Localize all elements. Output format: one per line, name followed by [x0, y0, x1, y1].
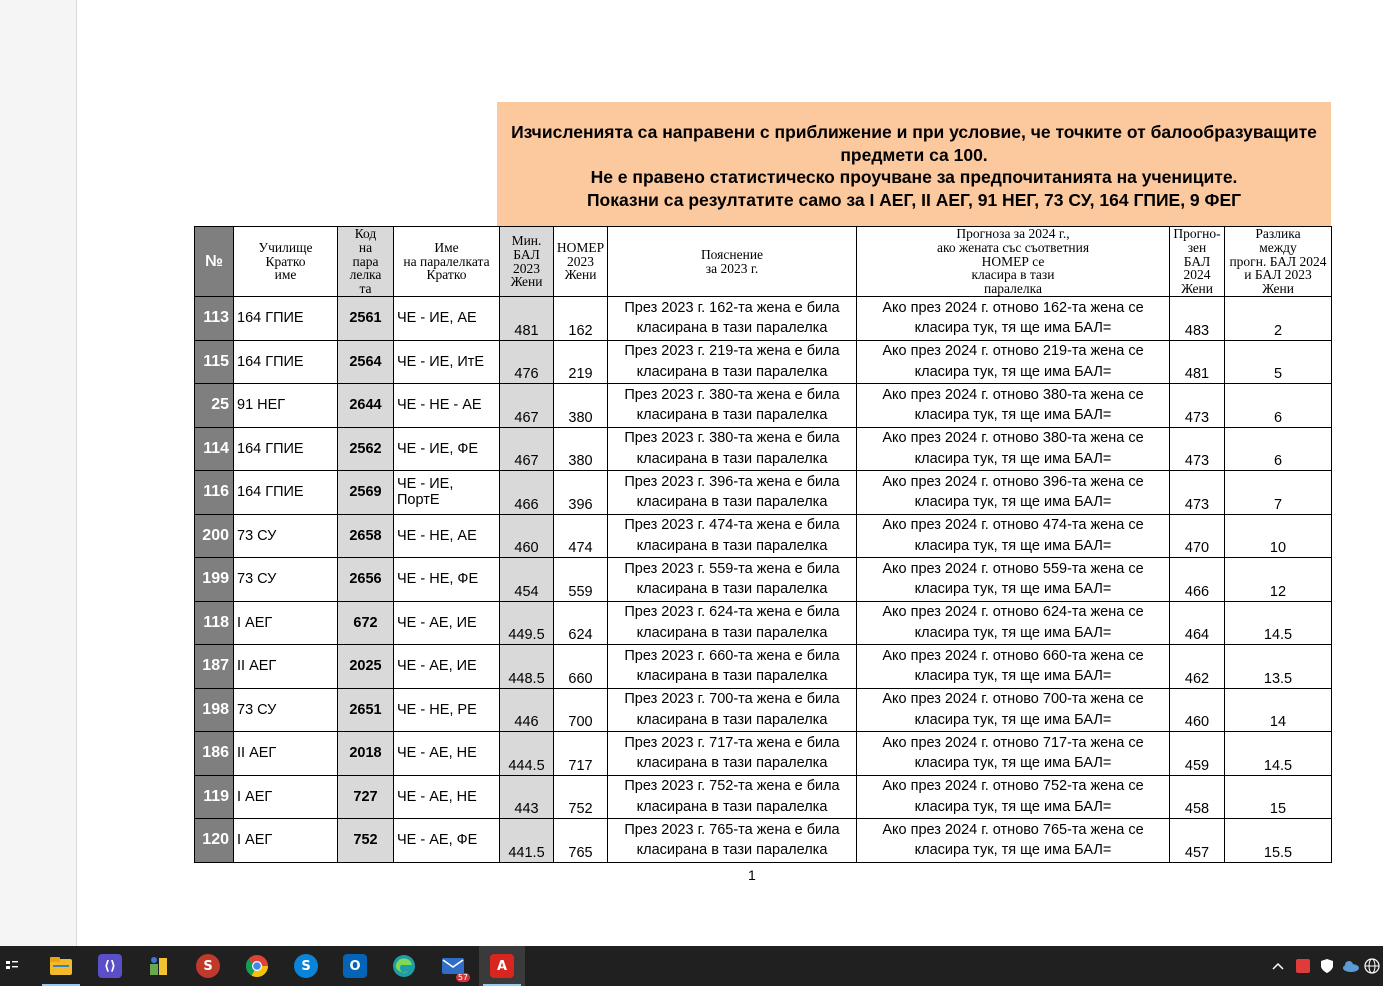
table-row — [195, 819, 1332, 863]
rank-number: 660 — [554, 645, 608, 689]
s-badge-app-icon[interactable]: S — [185, 946, 231, 986]
forecast-line: Ако през 2024 г. отново 380-та жена се — [882, 386, 1144, 403]
predicted-score: 458 — [1170, 775, 1225, 819]
score-difference: 6 — [1225, 384, 1332, 428]
forecast — [857, 427, 1170, 471]
header-line: зен — [1187, 239, 1207, 255]
forecast-line: класира тук, тя ще има БАЛ= — [914, 798, 1112, 815]
forecast-line: класира тук, тя ще има БАЛ= — [914, 537, 1112, 554]
forecast — [857, 558, 1170, 602]
header-line: Мин. — [511, 232, 542, 248]
forecast-line: Ако през 2024 г. отново 660-та жена се — [882, 647, 1144, 664]
header-line: НОМЕР — [556, 239, 605, 255]
class-name: ЧЕ - НЕ, АЕ — [394, 514, 500, 558]
header-line: за 2023 г. — [705, 260, 759, 276]
class-code: 2561 — [338, 297, 394, 341]
school-name: I АЕГ — [234, 819, 338, 863]
rankings-table — [194, 226, 1332, 863]
class-name: ЧЕ - АЕ, НЕ — [394, 732, 500, 776]
class-name: ЧЕ - ИЕ, АЕ — [394, 297, 500, 341]
explanation — [608, 384, 857, 428]
header-line: име — [274, 267, 297, 283]
globe-icon[interactable] — [1362, 946, 1382, 986]
forecast-line: класира тук, тя ще има БАЛ= — [914, 320, 1112, 337]
chrome-icon[interactable] — [234, 946, 280, 986]
class-code: 2025 — [338, 645, 394, 689]
class-code: 2651 — [338, 688, 394, 732]
explanation-line: През 2023 г. 660-та жена е била — [624, 647, 840, 664]
rank-number: 396 — [554, 471, 608, 515]
class-name: ЧЕ - АЕ, НЕ — [394, 775, 500, 819]
table-row — [195, 601, 1332, 645]
row-number: 186 — [195, 732, 234, 776]
score-difference: 15.5 — [1225, 819, 1332, 863]
score-difference: 14 — [1225, 688, 1332, 732]
row-number: 25 — [195, 384, 234, 428]
skype-icon[interactable]: S — [283, 946, 329, 986]
school-name: 73 СУ — [234, 514, 338, 558]
header-line: Кратко — [265, 253, 306, 269]
header-row — [195, 227, 1332, 297]
header-line: 2023 — [567, 253, 594, 269]
forecast — [857, 688, 1170, 732]
predicted-score: 481 — [1170, 340, 1225, 384]
forecast — [857, 819, 1170, 863]
min-score: 449.5 — [500, 601, 554, 645]
header-line: БАЛ — [1183, 253, 1211, 269]
header-line: 2024 — [1183, 267, 1211, 283]
forecast-line: Ако през 2024 г. отново 700-та жена се — [882, 691, 1144, 708]
forecast — [857, 297, 1170, 341]
class-code: 2018 — [338, 732, 394, 776]
explanation — [608, 775, 857, 819]
row-number: 187 — [195, 645, 234, 689]
header-diff — [1225, 227, 1332, 297]
rank-number: 219 — [554, 340, 608, 384]
header-code — [338, 227, 394, 297]
explanation — [608, 340, 857, 384]
explanation-line: През 2023 г. 717-та жена е била — [624, 734, 840, 751]
code-editor-icon[interactable]: ⟨⟩ — [87, 946, 133, 986]
forecast-line: класира тук, тя ще има БАЛ= — [914, 624, 1112, 641]
school-name: 91 НЕГ — [234, 384, 338, 428]
table-row — [195, 340, 1332, 384]
file-explorer-icon[interactable] — [38, 946, 84, 986]
taskbar — [0, 946, 1383, 986]
class-name: ЧЕ - АЕ, ИЕ — [394, 645, 500, 689]
header-name — [394, 227, 500, 297]
header-school — [234, 227, 338, 297]
min-score: 460 — [500, 514, 554, 558]
explanation — [608, 645, 857, 689]
explanation-line: През 2023 г. 396-та жена е била — [624, 473, 840, 490]
row-number: 120 — [195, 819, 234, 863]
class-name: ЧЕ - НЕ, ФЕ — [394, 558, 500, 602]
row-number: 119 — [195, 775, 234, 819]
explanation-line: класирана в тази паралелка — [636, 711, 828, 728]
class-code: 2644 — [338, 384, 394, 428]
school-name: 73 СУ — [234, 688, 338, 732]
outlook-icon[interactable]: O — [332, 946, 378, 986]
predicted-score: 470 — [1170, 514, 1225, 558]
score-difference: 14.5 — [1225, 732, 1332, 776]
forecast-line: Ако през 2024 г. отново 396-та жена се — [882, 473, 1144, 490]
header-line: Пояснение — [700, 246, 764, 262]
mail-icon[interactable] — [430, 946, 476, 986]
header-line: лелка — [349, 267, 382, 283]
explanation — [608, 688, 857, 732]
header-num: № — [195, 227, 234, 297]
forecast-line: Ако през 2024 г. отново 765-та жена се — [882, 821, 1144, 838]
header-line: Код — [354, 226, 377, 241]
notice-box — [497, 102, 1331, 226]
forecast-line: Ако през 2024 г. отново 380-та жена се — [882, 430, 1144, 447]
notice-line: Показни са резултатите само за I АЕГ, II АЕГ, 91 НЕГ, 73 СУ, 164 ГПИЕ, 9 ФЕГ — [586, 189, 1242, 210]
forecast-line: Ако през 2024 г. отново 474-та жена се — [882, 517, 1144, 534]
header-line: Кратко — [426, 267, 467, 283]
forecast-line: класира тук, тя ще има БАЛ= — [914, 668, 1112, 685]
class-name: ЧЕ - ИЕ, ПортЕ — [394, 471, 500, 515]
predicted-score: 462 — [1170, 645, 1225, 689]
row-number: 114 — [195, 427, 234, 471]
school-name: II АЕГ — [234, 645, 338, 689]
header-line: между — [1259, 239, 1297, 255]
predicted-score: 464 — [1170, 601, 1225, 645]
forecast — [857, 732, 1170, 776]
min-score: 476 — [500, 340, 554, 384]
class-name: ЧЕ - ИЕ, ИтЕ — [394, 340, 500, 384]
explanation-line: класирана в тази паралелка — [636, 537, 828, 554]
header-line: ако жената със съответния — [936, 239, 1090, 255]
forecast-line: класира тук, тя ще има БАЛ= — [914, 407, 1112, 424]
table-row — [195, 471, 1332, 515]
forecast-line: Ако през 2024 г. отново 559-та жена се — [882, 560, 1144, 577]
table-row — [195, 775, 1332, 819]
explanation-line: През 2023 г. 765-та жена е била — [624, 821, 840, 838]
min-score: 467 — [500, 384, 554, 428]
header-line: Разлика — [1255, 226, 1301, 241]
score-difference: 14.5 — [1225, 601, 1332, 645]
table-row — [195, 427, 1332, 471]
header-line: и БАЛ 2023 — [1244, 267, 1312, 283]
rank-number: 380 — [554, 427, 608, 471]
header-explanation — [608, 227, 857, 297]
score-difference: 7 — [1225, 471, 1332, 515]
school-name: 73 СУ — [234, 558, 338, 602]
row-number: 116 — [195, 471, 234, 515]
shield-icon[interactable] — [1316, 946, 1338, 986]
header-line: Прогноза за 2024 г., — [956, 226, 1070, 241]
explanation-line: През 2023 г. 219-та жена е била — [624, 343, 840, 360]
class-code: 727 — [338, 775, 394, 819]
predicted-score: 460 — [1170, 688, 1225, 732]
security-icon[interactable] — [1292, 946, 1314, 986]
explanation — [608, 601, 857, 645]
explanation-line: класирана в тази паралелка — [636, 450, 828, 467]
class-code: 2562 — [338, 427, 394, 471]
explanation-line: класирана в тази паралелка — [636, 842, 828, 859]
explanation-line: През 2023 г. 474-та жена е била — [624, 517, 840, 534]
explanation — [608, 732, 857, 776]
forecast-line: класира тук, тя ще има БАЛ= — [914, 494, 1112, 511]
score-difference: 2 — [1225, 297, 1332, 341]
header-forecast — [857, 227, 1170, 297]
forecast — [857, 514, 1170, 558]
cloud-icon[interactable] — [1340, 946, 1362, 986]
forecast-line: класира тук, тя ще има БАЛ= — [914, 581, 1112, 598]
table-row — [195, 558, 1332, 602]
predicted-score: 473 — [1170, 471, 1225, 515]
class-code: 672 — [338, 601, 394, 645]
forecast-line: Ако през 2024 г. отново 162-та жена се — [882, 299, 1144, 316]
header-min-score — [500, 227, 554, 297]
school-name: 164 ГПИЕ — [234, 297, 338, 341]
header-line: Жени — [510, 274, 543, 290]
header-line: прогн. БАЛ 2024 — [1229, 253, 1327, 269]
table-row — [195, 514, 1332, 558]
school-name: 164 ГПИЕ — [234, 471, 338, 515]
chevron-up-icon[interactable] — [1268, 946, 1288, 986]
rank-number: 624 — [554, 601, 608, 645]
notice-line: предмети са 100. — [840, 144, 988, 165]
page-number: 1 — [748, 867, 756, 883]
school-name: 164 ГПИЕ — [234, 427, 338, 471]
rank-number: 559 — [554, 558, 608, 602]
school-name: 164 ГПИЕ — [234, 340, 338, 384]
class-name: ЧЕ - АЕ, ФЕ — [394, 819, 500, 863]
table-row — [195, 688, 1332, 732]
forecast-line: Ако през 2024 г. отново 717-та жена се — [882, 734, 1144, 751]
header-line: НОМЕР се — [981, 253, 1045, 269]
class-name: ЧЕ - АЕ, ИЕ — [394, 601, 500, 645]
header-line: Прогно- — [1173, 226, 1221, 241]
header-line: Име — [434, 239, 459, 255]
row-number: 113 — [195, 297, 234, 341]
forecast — [857, 775, 1170, 819]
explanation — [608, 819, 857, 863]
predicted-score: 466 — [1170, 558, 1225, 602]
min-score: 481 — [500, 297, 554, 341]
header-line: на паралелката — [403, 253, 490, 269]
class-code: 2564 — [338, 340, 394, 384]
class-name: ЧЕ - НЕ, РЕ — [394, 688, 500, 732]
class-code: 752 — [338, 819, 394, 863]
explanation — [608, 297, 857, 341]
min-score: 466 — [500, 471, 554, 515]
min-score: 454 — [500, 558, 554, 602]
explanation-line: През 2023 г. 162-та жена е била — [624, 299, 840, 316]
explanation-line: През 2023 г. 380-та жена е била — [624, 430, 840, 447]
score-difference: 10 — [1225, 514, 1332, 558]
predicted-score: 457 — [1170, 819, 1225, 863]
score-difference: 12 — [1225, 558, 1332, 602]
school-name: I АЕГ — [234, 775, 338, 819]
min-score: 448.5 — [500, 645, 554, 689]
explanation-line: През 2023 г. 752-та жена е била — [624, 778, 840, 795]
explanation-line: През 2023 г. 380-та жена е била — [624, 386, 840, 403]
explanation — [608, 514, 857, 558]
min-score: 443 — [500, 775, 554, 819]
row-number: 115 — [195, 340, 234, 384]
row-number: 198 — [195, 688, 234, 732]
explanation-line: класирана в тази паралелка — [636, 407, 828, 424]
sidebar-gutter — [0, 0, 77, 946]
forecast-line: Ако през 2024 г. отново 752-та жена се — [882, 778, 1144, 795]
header-line: Жени — [564, 267, 597, 283]
header-line: БАЛ — [513, 246, 540, 262]
explanation-line: През 2023 г. 624-та жена е била — [624, 604, 840, 621]
header-line: Жени — [1262, 281, 1294, 297]
table-row — [195, 732, 1332, 776]
explanation — [608, 558, 857, 602]
row-number: 199 — [195, 558, 234, 602]
min-score: 444.5 — [500, 732, 554, 776]
explanation-line: класирана в тази паралелка — [636, 363, 828, 380]
rank-number: 752 — [554, 775, 608, 819]
rank-number: 765 — [554, 819, 608, 863]
class-name: ЧЕ - ИЕ, ФЕ — [394, 427, 500, 471]
score-difference: 5 — [1225, 340, 1332, 384]
header-line: на — [358, 239, 373, 255]
forecast-line: класира тук, тя ще има БАЛ= — [914, 842, 1112, 859]
forecast — [857, 645, 1170, 689]
class-name: ЧЕ - НЕ - АЕ — [394, 384, 500, 428]
score-difference: 6 — [1225, 427, 1332, 471]
rank-number: 474 — [554, 514, 608, 558]
table-row — [195, 297, 1332, 341]
min-score: 446 — [500, 688, 554, 732]
score-difference: 15 — [1225, 775, 1332, 819]
explanation — [608, 471, 857, 515]
predicted-score: 473 — [1170, 384, 1225, 428]
min-score: 441.5 — [500, 819, 554, 863]
explanation-line: класирана в тази паралелка — [636, 320, 828, 337]
forecast-line: Ако през 2024 г. отново 219-та жена се — [882, 343, 1144, 360]
app-icon[interactable] — [136, 946, 182, 986]
explanation-line: класирана в тази паралелка — [636, 494, 828, 511]
forecast-line: класира тук, тя ще има БАЛ= — [914, 363, 1112, 380]
forecast-line: класира тук, тя ще има БАЛ= — [914, 711, 1112, 728]
forecast — [857, 471, 1170, 515]
header-line: Жени — [1181, 281, 1213, 297]
forecast — [857, 601, 1170, 645]
header-line: та — [359, 281, 372, 297]
explanation-line: класирана в тази паралелка — [636, 581, 828, 598]
explanation-line: През 2023 г. 559-та жена е била — [624, 560, 840, 577]
mail-badge: 57 — [457, 973, 468, 982]
edge-icon[interactable] — [381, 946, 427, 986]
row-number: 118 — [195, 601, 234, 645]
explanation-line: класирана в тази паралелка — [636, 798, 828, 815]
header-line: паралелка — [984, 281, 1042, 297]
notice-line: Изчисленията са направени с приближение и при условие, че точките от балообразуващите — [511, 122, 1317, 142]
header-line: класира в тази — [971, 267, 1055, 283]
forecast-line: класира тук, тя ще има БАЛ= — [914, 450, 1112, 467]
acrobat-icon[interactable]: A — [479, 946, 525, 986]
header-line: Училище — [258, 239, 313, 255]
explanation — [608, 427, 857, 471]
explanation-line: класирана в тази паралелка — [636, 755, 828, 772]
table-row — [195, 384, 1332, 428]
rank-number: 717 — [554, 732, 608, 776]
predicted-score: 473 — [1170, 427, 1225, 471]
class-code: 2658 — [338, 514, 394, 558]
rank-number: 700 — [554, 688, 608, 732]
explanation-line: класирана в тази паралелка — [636, 668, 828, 685]
school-name: II АЕГ — [234, 732, 338, 776]
predicted-score: 483 — [1170, 297, 1225, 341]
header-rank — [554, 227, 608, 297]
explanation-line: класирана в тази паралелка — [636, 624, 828, 641]
table-row — [195, 645, 1332, 689]
predicted-score: 459 — [1170, 732, 1225, 776]
notice-line: Не е правено статистическо проучване за предпочитанията на учениците. — [590, 167, 1238, 188]
school-name: I АЕГ — [234, 601, 338, 645]
row-number: 200 — [195, 514, 234, 558]
forecast — [857, 384, 1170, 428]
explanation-line: През 2023 г. 700-та жена е била — [624, 691, 840, 708]
header-line: пара — [352, 253, 379, 269]
header-predicted — [1170, 227, 1225, 297]
class-code: 2569 — [338, 471, 394, 515]
task-view-icon[interactable] — [0, 946, 24, 986]
forecast-line: Ако през 2024 г. отново 624-та жена се — [882, 604, 1144, 621]
class-code: 2656 — [338, 558, 394, 602]
forecast — [857, 340, 1170, 384]
header-line: 2023 — [513, 260, 540, 276]
forecast-line: класира тук, тя ще има БАЛ= — [914, 755, 1112, 772]
score-difference: 13.5 — [1225, 645, 1332, 689]
rank-number: 162 — [554, 297, 608, 341]
rank-number: 380 — [554, 384, 608, 428]
min-score: 467 — [500, 427, 554, 471]
